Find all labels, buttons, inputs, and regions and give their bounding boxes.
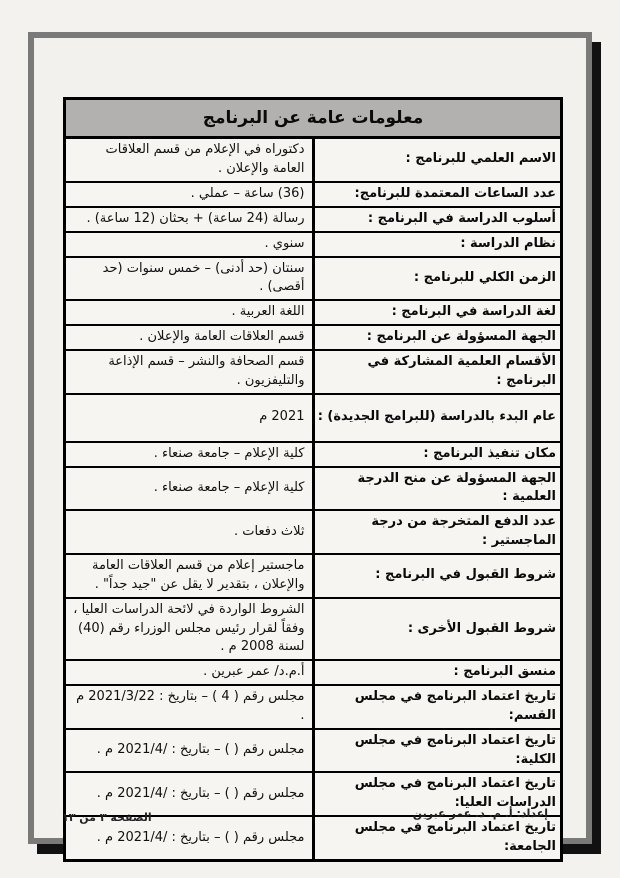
row-label: لغة الدراسة في البرنامج :	[313, 300, 562, 325]
table-row	[65, 257, 562, 301]
row-label: الأقسام العلمية المشاركة في البرنامج :	[313, 350, 562, 394]
table-row	[65, 350, 562, 394]
row-label: تاريخ اعتماد البرنامج في مجلس الدراسات العليا:	[313, 772, 562, 816]
row-label: عدد الساعات المعتمدة للبرنامج:	[313, 182, 562, 207]
row-value: مجلس رقم ( ) – بتاريخ : ‎2021/4/‎ م .	[65, 772, 314, 816]
row-label: الزمن الكلي للبرنامج :	[313, 257, 562, 301]
table-row	[65, 232, 562, 257]
row-label: نظام الدراسة :	[313, 232, 562, 257]
row-value: مجلس رقم ( ) – بتاريخ : ‎2021/4/‎ م .	[65, 816, 314, 860]
row-label: منسق البرنامج :	[313, 660, 562, 685]
table-row	[65, 442, 562, 467]
row-value: أ.م.د/ عمر عبرين .	[65, 660, 314, 685]
row-value: (36) ساعة – عملي .	[65, 182, 314, 207]
row-label: شروط القبول الأخرى :	[313, 598, 562, 661]
row-value: ماجستير إعلام من قسم العلاقات العامة والإعلان ، بتقدير لا يقل عن "جيد جداً" .	[65, 554, 314, 598]
row-value: 2021 م	[65, 394, 314, 442]
row-label: عام البدء بالدراسة (للبرامج الجديدة) :	[313, 394, 562, 442]
row-value: اللغة العربية .	[65, 300, 314, 325]
program-info-table	[63, 97, 563, 862]
row-value: كلية الإعلام – جامعة صنعاء .	[65, 467, 314, 511]
row-value: رسالة (24 ساعة) + بحثان (12 ساعة) .	[65, 207, 314, 232]
row-value: ثلاث دفعات .	[65, 510, 314, 554]
row-value: كلية الإعلام – جامعة صنعاء .	[65, 442, 314, 467]
row-value: سنتان (حد أدنى) – خمس سنوات (حد أقصى) .	[65, 257, 314, 301]
row-value: مجلس رقم ( ) – بتاريخ : ‎2021/4/‎ م .	[65, 729, 314, 773]
row-label: مكان تنفيذ البرنامج :	[313, 442, 562, 467]
table-row	[65, 598, 562, 661]
row-value: قسم الصحافة والنشر – قسم الإذاعة والتليفزيون .	[65, 350, 314, 394]
row-label: أسلوب الدراسة في البرنامج :	[313, 207, 562, 232]
row-label: تاريخ اعتماد البرنامج في مجلس الجامعة:	[313, 816, 562, 860]
row-label: الجهة المسؤولة عن البرنامج :	[313, 325, 562, 350]
row-value: قسم العلاقات العامة والإعلان .	[65, 325, 314, 350]
row-value: دكتوراه في الإعلام من قسم العلاقات العامة والإعلان .	[65, 138, 314, 182]
footer-page-number: الصفحة ٣ من ١٣	[62, 811, 152, 824]
footer-prepared-by: إعداد: أ. م. د. عمر عبرين	[412, 807, 548, 820]
table-row	[65, 660, 562, 685]
row-label: الاسم العلمي للبرنامج :	[313, 138, 562, 182]
table-row	[65, 729, 562, 773]
row-label: الجهة المسؤولة عن منح الدرجة العلمية :	[313, 467, 562, 511]
document-page	[28, 32, 592, 854]
table-row	[65, 394, 562, 442]
row-value: مجلس رقم ( 4 ) – بتاريخ : ‎2021/3/22‎ م .	[65, 685, 314, 729]
row-label: تاريخ اعتماد البرنامج في مجلس القسم:	[313, 685, 562, 729]
table-row	[65, 554, 562, 598]
table-row	[65, 510, 562, 554]
row-label: عدد الدفع المتخرجة من درجة الماجستير :	[313, 510, 562, 554]
table-row	[65, 325, 562, 350]
table-row	[65, 182, 562, 207]
row-label: تاريخ اعتماد البرنامج في مجلس الكلية:	[313, 729, 562, 773]
table-row	[65, 138, 562, 182]
table-title: معلومات عامة عن البرنامج	[65, 99, 562, 138]
row-value: الشروط الواردة في لائحة الدراسات العليا ، وفقاً لقرار رئيس مجلس الوزراء رقم (40) لسنة 2008 م .	[65, 598, 314, 661]
row-label: شروط القبول في البرنامج :	[313, 554, 562, 598]
table-row	[65, 207, 562, 232]
row-value: سنوي .	[65, 232, 314, 257]
table-row	[65, 300, 562, 325]
table-row	[65, 467, 562, 511]
table-row	[65, 685, 562, 729]
